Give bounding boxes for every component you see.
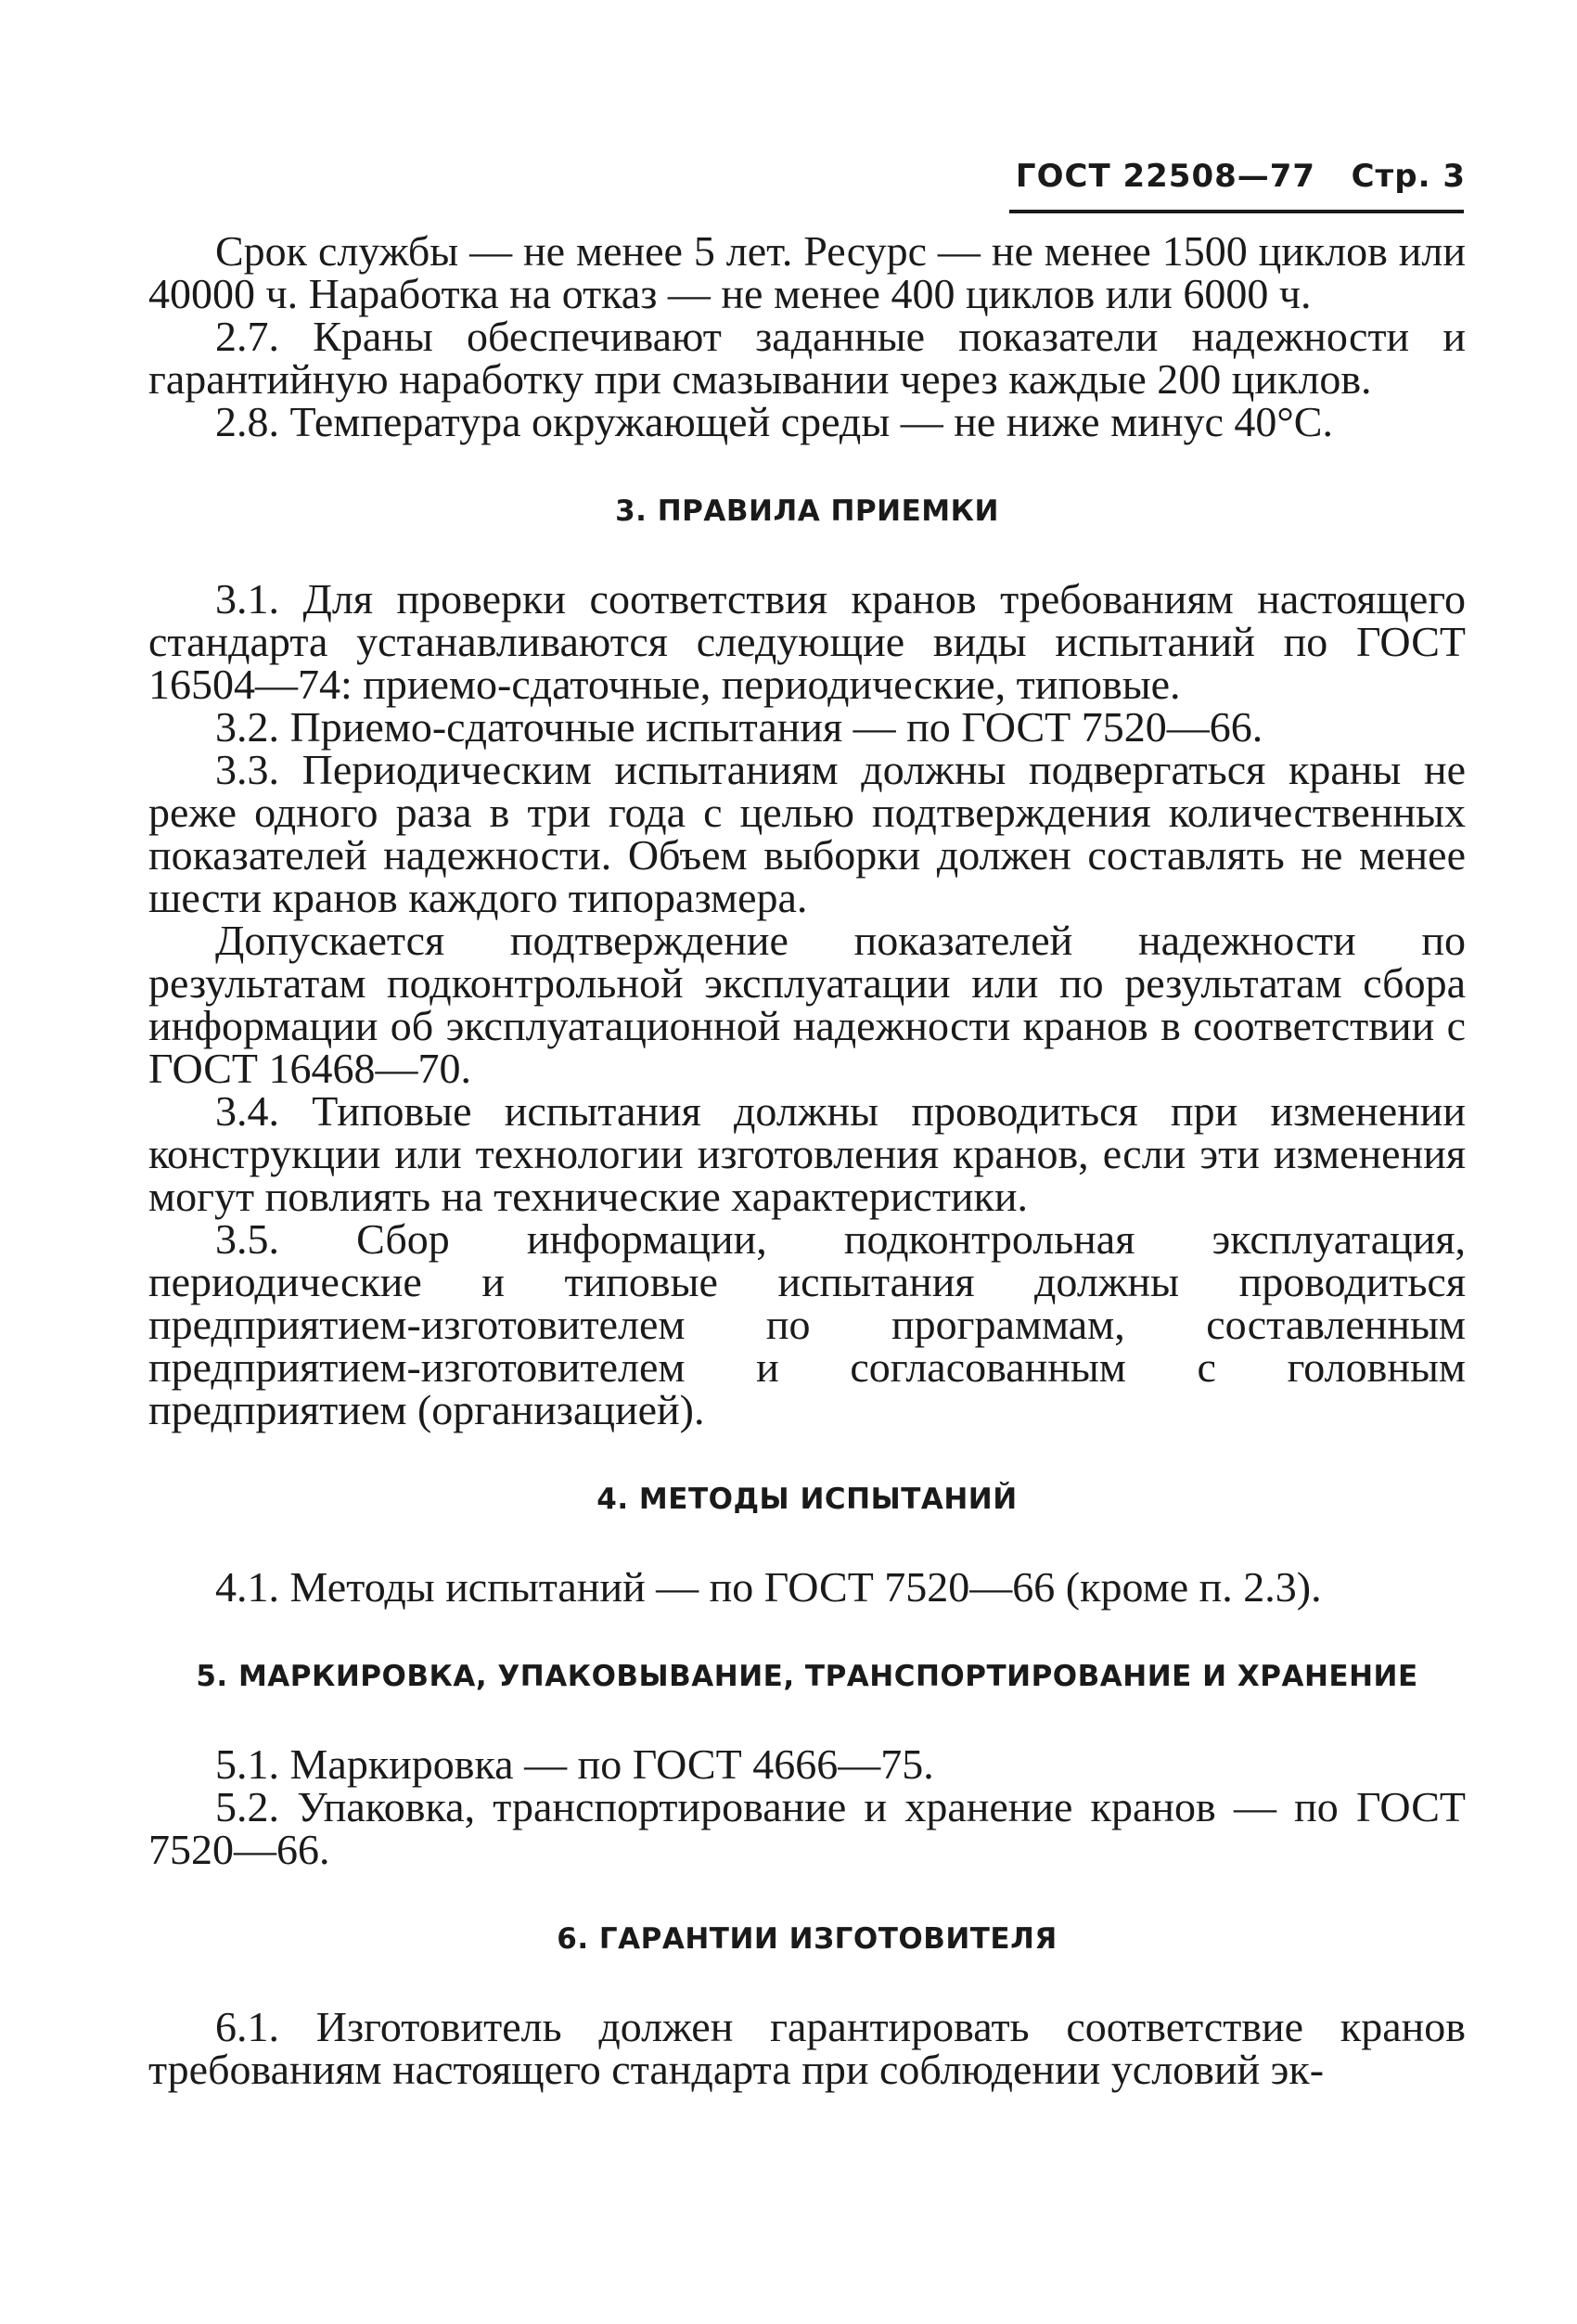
section-5-heading: 5. МАРКИРОВКА, УПАКОВЫВАНИЕ, ТРАНСПОРТИРОВАНИЕ И ХРАНЕНИЕ: [196, 1660, 1418, 1693]
paragraph-3-2: 3.2. Приемо-сдаточные испытания — по ГОСТ 7520—66.: [215, 703, 1263, 751]
header-rule: [1009, 210, 1464, 213]
document-body: [148, 227, 1466, 2093]
section-4-heading: 4. МЕТОДЫ ИСПЫТАНИЙ: [596, 1483, 1018, 1516]
paragraph-2-8: 2.8. Температура окружающей среды — не ниже минус 40°С.: [215, 398, 1333, 445]
standard-number: ГОСТ 22508—77: [1015, 158, 1316, 195]
paragraph-5-2: 5.2. Упаковка, транспортирование и хранение кранов — по ГОСТ 7520—66.: [148, 1783, 1466, 1873]
page-header: [1002, 158, 1466, 195]
section-3-heading: 3. ПРАВИЛА ПРИЕМКИ: [615, 494, 999, 528]
paragraph-3-3: 3.3. Периодическим испытаниям должны подвергаться краны не реже одного раза в три года с целью подтверждения количественных показателей надежности. Объем выборки должен составлять не менее шести кранов каждого типоразмера.: [148, 746, 1466, 921]
paragraph-6-1: 6.1. Изготовитель должен гарантировать соответствие кранов требованиям настоящего стандарта при соблюдении условий эк-: [148, 2003, 1466, 2093]
paragraph-3-5: 3.5. Сбор информации, подконтрольная эксплуатация, периодические и типовые испытания должны проводиться предприятием-изготовителем по программам, составленным предприятием-изготовителем и согласованным с головным предприятием (организацией).: [148, 1215, 1466, 1433]
paragraph-4-1: 4.1. Методы испытаний — по ГОСТ 7520—66 (кроме п. 2.3).: [215, 1563, 1322, 1611]
paragraph-5-1: 5.1. Маркировка — по ГОСТ 4666—75.: [215, 1740, 934, 1788]
page-number: Стр. 3: [1351, 158, 1466, 195]
paragraph-2-7: 2.7. Краны обеспечивают заданные показатели надежности и гарантийную наработку при смазывании через каждые 200 циклов.: [148, 313, 1466, 403]
paragraph-3-4: 3.4. Типовые испытания должны проводиться при изменении конструкции или технологии изготовления кранов, если эти изменения могут повлиять на технические характеристики.: [148, 1087, 1466, 1220]
paragraph-3-3-note: Допускается подтверждение показателей надежности по результатам подконтрольной эксплуатации или по результатам сбора информации об эксплуатационной надежности кранов в соответствии с ГОСТ 16468—70.: [148, 917, 1466, 1092]
paragraph-service-life: Срок службы — не менее 5 лет. Ресурс — не менее 1500 циклов или 40000 ч. Наработка на отказ — не менее 400 циклов или 6000 ч.: [148, 227, 1466, 317]
paragraph-3-1: 3.1. Для проверки соответствия кранов требованиям настоящего стандарта устанавливаются следующие виды испытаний по ГОСТ 16504—74: приемо-сдаточные, периодические, типовые.: [148, 575, 1466, 708]
section-6-heading: 6. ГАРАНТИИ ИЗГОТОВИТЕЛЯ: [557, 1922, 1058, 1956]
